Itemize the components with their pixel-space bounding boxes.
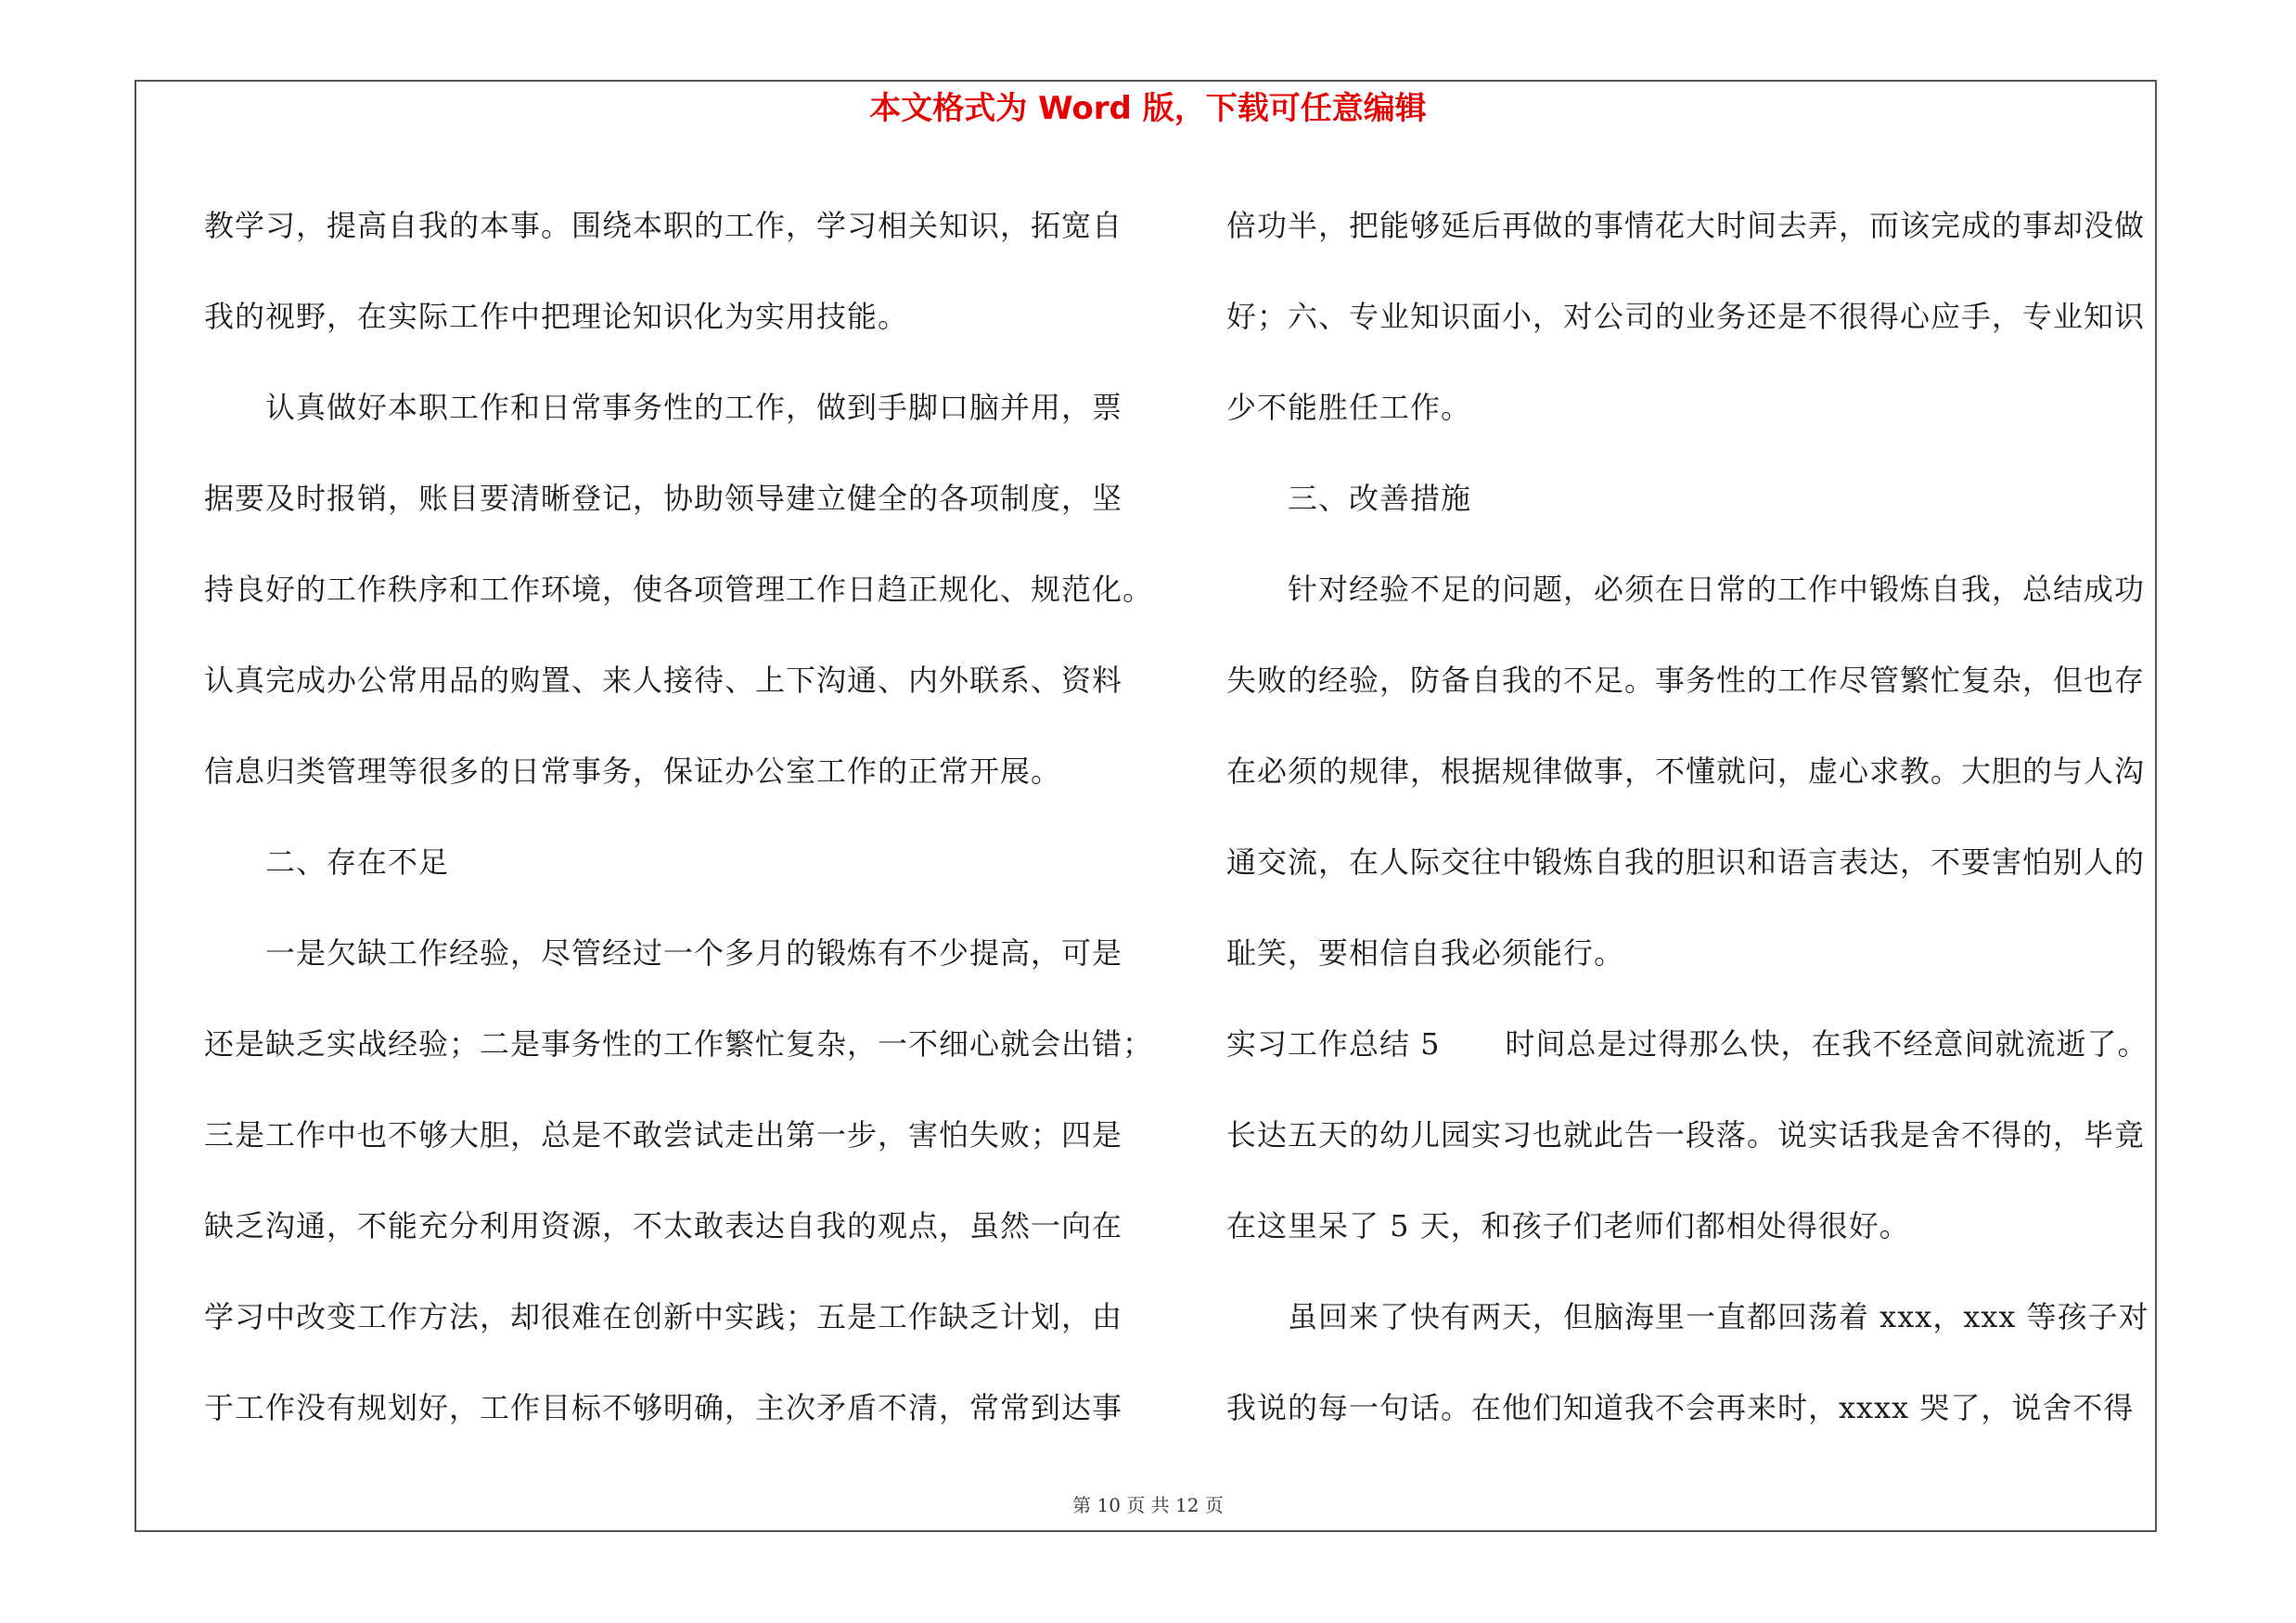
text-line: 耻笑，要相信自我必须能行。 (1226, 935, 1625, 971)
document-header-notice: 本文格式为 Word 版，下载可任意编辑 (869, 90, 1427, 127)
text-line: 针对经验不足的问题，必须在日常的工作中锻炼自我，总结成功 (1288, 572, 2146, 607)
text-line: 失败的经验，防备自我的不足。事务性的工作尽管繁忙复杂，但也存 (1226, 663, 2146, 698)
text-line: 三是工作中也不够大胆，总是不敢尝试走出第一步，害怕失败；四是 (204, 1117, 1123, 1153)
text-line: 在这里呆了 5 天，和孩子们老师们都相处得很好。 (1226, 1208, 1910, 1243)
text-line: 于工作没有规划好，工作目标不够明确，主次矛盾不清，常常到达事 (204, 1390, 1123, 1425)
text-line: 信息归类管理等很多的日常事务，保证办公室工作的正常开展。 (204, 754, 1062, 789)
text-line: 一是欠缺工作经验，尽管经过一个多月的锻炼有不少提高，可是 (265, 935, 1123, 971)
left-column (204, 180, 1154, 1453)
section-heading: 二、存在不足 (265, 844, 450, 880)
text-line: 我的视野，在实际工作中把理论知识化为实用技能。 (204, 299, 909, 334)
text-line (1226, 998, 2173, 1089)
text-line: 认真做好本职工作和日常事务性的工作，做到手脚口脑并用，票 (265, 390, 1123, 425)
text-line: 学习中改变工作方法，却很难在创新中实践；五是工作缺乏计划，由 (204, 1299, 1123, 1334)
text-line-content: 时间总是过得那么快，在我不经意间就流逝了。 (1505, 1026, 2148, 1062)
page-number: 第 10 页 共 12 页 (1072, 1494, 1224, 1516)
text-line: 据要及时报销，账目要清晰登记，协助领导建立健全的各项制度，坚 (204, 481, 1123, 516)
section-title: 实习工作总结 5 (1226, 1026, 1441, 1062)
text-line: 长达五天的幼儿园实习也就此告一段落。说实话我是舍不得的，毕竟 (1226, 1117, 2146, 1153)
text-line: 持良好的工作秩序和工作环境，使各项管理工作日趋正规化、规范化。 (204, 572, 1154, 607)
text-line: 倍功半，把能够延后再做的事情花大时间去弄，而该完成的事却没做 (1226, 208, 2146, 243)
text-line: 通交流，在人际交往中锻炼自我的胆识和语言表达，不要害怕别人的 (1226, 844, 2146, 880)
text-line: 认真完成办公常用品的购置、来人接待、上下沟通、内外联系、资料 (204, 663, 1123, 698)
text-line: 在必须的规律，根据规律做事，不懂就问，虚心求教。大胆的与人沟 (1226, 754, 2146, 789)
right-column (1226, 180, 2173, 1453)
text-line: 教学习，提高自我的本事。围绕本职的工作，学习相关知识，拓宽自 (204, 208, 1123, 243)
section-heading: 三、改善措施 (1288, 481, 1472, 516)
text-line: 我说的每一句话。在他们知道我不会再来时，xxxx 哭了，说舍不得 (1226, 1390, 2135, 1425)
text-line: 缺乏沟通，不能充分利用资源，不太敢表达自我的观点，虽然一向在 (204, 1208, 1123, 1243)
text-line: 好；六、专业知识面小，对公司的业务还是不很得心应手，专业知识 (1226, 299, 2146, 334)
text-line: 虽回来了快有两天，但脑海里一直都回荡着 xxx，xxx 等孩子对 (1288, 1299, 2149, 1334)
text-line: 还是缺乏实战经验；二是事务性的工作繁忙复杂，一不细心就会出错； (204, 1026, 1154, 1062)
text-line: 少不能胜任工作。 (1226, 390, 1472, 425)
